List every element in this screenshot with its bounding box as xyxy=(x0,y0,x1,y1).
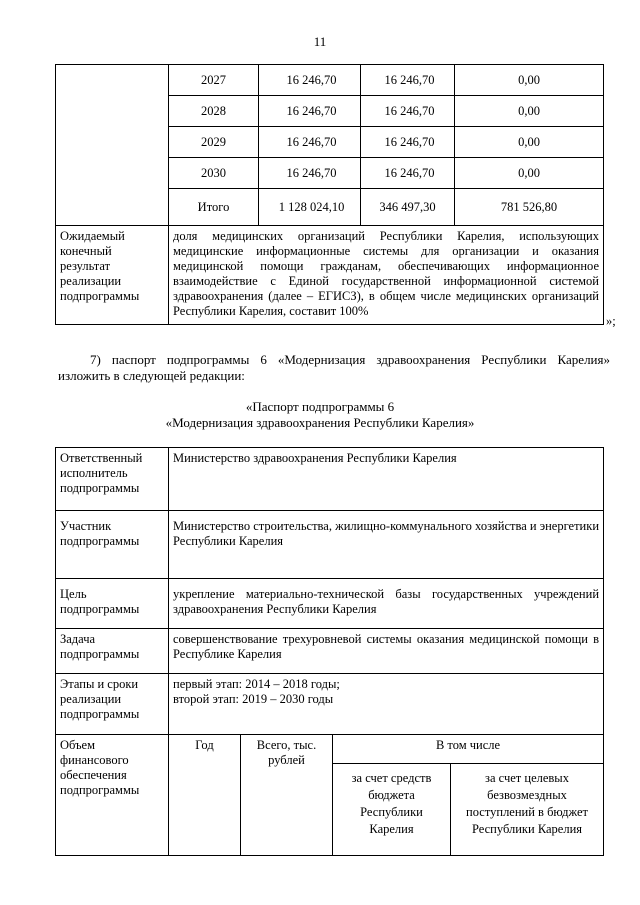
year-cell: 2027 xyxy=(169,65,259,96)
table-row xyxy=(56,735,604,764)
participant-label: Участник подпрограммы xyxy=(56,511,169,579)
goal-label: Цель подпрограммы xyxy=(56,579,169,629)
passport-title-line-1: «Паспорт подпрограммы 6 xyxy=(245,399,395,414)
goal-value: укрепление материально-технической базы государственных учреждений здравоохранения Республики Карелия xyxy=(169,579,604,629)
other-value: 0,00 xyxy=(518,165,540,180)
empty-label-cell xyxy=(56,65,169,226)
stage-1: первый этап: 2014 – 2018 годы; xyxy=(173,677,340,691)
budget-value: 16 246,70 xyxy=(361,65,455,95)
year-cell: Итого xyxy=(169,189,259,226)
stages-label: Этапы и сроки реализации подпрограммы xyxy=(56,674,169,735)
participant-value: Министерство строительства, жилищно-коммунального хозяйства и энергетики Республики Карелия xyxy=(169,511,604,579)
total-cell: 16 246,70 xyxy=(259,96,361,127)
budget-value: 346 497,30 xyxy=(361,189,455,225)
amendment-paragraph: 7) паспорт подпрограммы 6 «Модернизация здравоохранения Республики Карелия» изложить в следующей редакции: xyxy=(58,352,610,383)
responsible-label: Ответственный исполнитель подпрограммы xyxy=(56,448,169,511)
passport-title-line-2: «Модернизация здравоохранения Республики Карелия» xyxy=(165,415,475,430)
gratuitous-header: за счет целевых безвозмездных поступлений в бюджет Республики Карелия xyxy=(451,764,604,856)
year-cell: 2028 xyxy=(169,96,259,127)
table-row xyxy=(56,511,604,579)
other-value: 0,00 xyxy=(518,134,540,149)
total-header: Всего, тыс. рублей xyxy=(241,735,333,856)
closing-quote: »; xyxy=(606,314,616,328)
responsible-value: Министерство здравоохранения Республики Карелия xyxy=(169,448,604,511)
expected-result-label: Ожидаемый конечный результат реализации подпрограммы xyxy=(56,226,169,325)
total-cell: 16 246,70 xyxy=(259,65,361,96)
year-cell: 2030 xyxy=(169,158,259,189)
page-number: 11 xyxy=(313,34,327,49)
including-header: В том числе xyxy=(333,735,604,764)
task-value: совершенствование трехуровневой системы оказания медицинской помощи в Республике Карелия xyxy=(169,629,604,674)
table-row xyxy=(56,674,604,735)
total-cell: 16 246,70 xyxy=(259,127,361,158)
expected-result-text: доля медицинских организаций Республики Карелия, использующих медицинские информационные системы для организации и оказания медицинской помощи гражданам, обеспечивающих информационное взаимодействие с Единой государственной информационной системой здравоохранения (далее – ЕГИСЗ), в общем числе медицинских организаций Республики Карелия, составит 100% xyxy=(169,226,604,325)
budget-cell xyxy=(361,189,604,226)
budget-cell xyxy=(361,158,604,189)
budget-cell xyxy=(361,127,604,158)
funding-continuation-table xyxy=(55,64,604,325)
table-row xyxy=(56,629,604,674)
other-value: 0,00 xyxy=(518,72,540,87)
other-value: 781 526,80 xyxy=(500,199,558,214)
stage-2: второй этап: 2019 – 2030 годы xyxy=(173,692,334,706)
total-cell: 1 128 024,10 xyxy=(259,189,361,226)
year-header: Год xyxy=(169,735,241,856)
budget-header: за счет средств бюджета Республики Карелия xyxy=(333,764,451,856)
table-row-expected-result xyxy=(56,226,604,325)
budget-cell xyxy=(361,96,604,127)
task-label: Задача подпрограммы xyxy=(56,629,169,674)
passport-table xyxy=(55,447,604,856)
table-row xyxy=(56,579,604,629)
year-cell: 2029 xyxy=(169,127,259,158)
table-row xyxy=(56,65,604,96)
other-value: 0,00 xyxy=(518,103,540,118)
budget-value: 16 246,70 xyxy=(361,158,455,188)
stages-value xyxy=(169,674,604,735)
funding-label: Объем финансового обеспечения подпрограммы xyxy=(56,735,169,856)
budget-value: 16 246,70 xyxy=(361,127,455,157)
budget-value: 16 246,70 xyxy=(361,96,455,126)
total-cell: 16 246,70 xyxy=(259,158,361,189)
budget-cell xyxy=(361,65,604,96)
table-row xyxy=(56,448,604,511)
